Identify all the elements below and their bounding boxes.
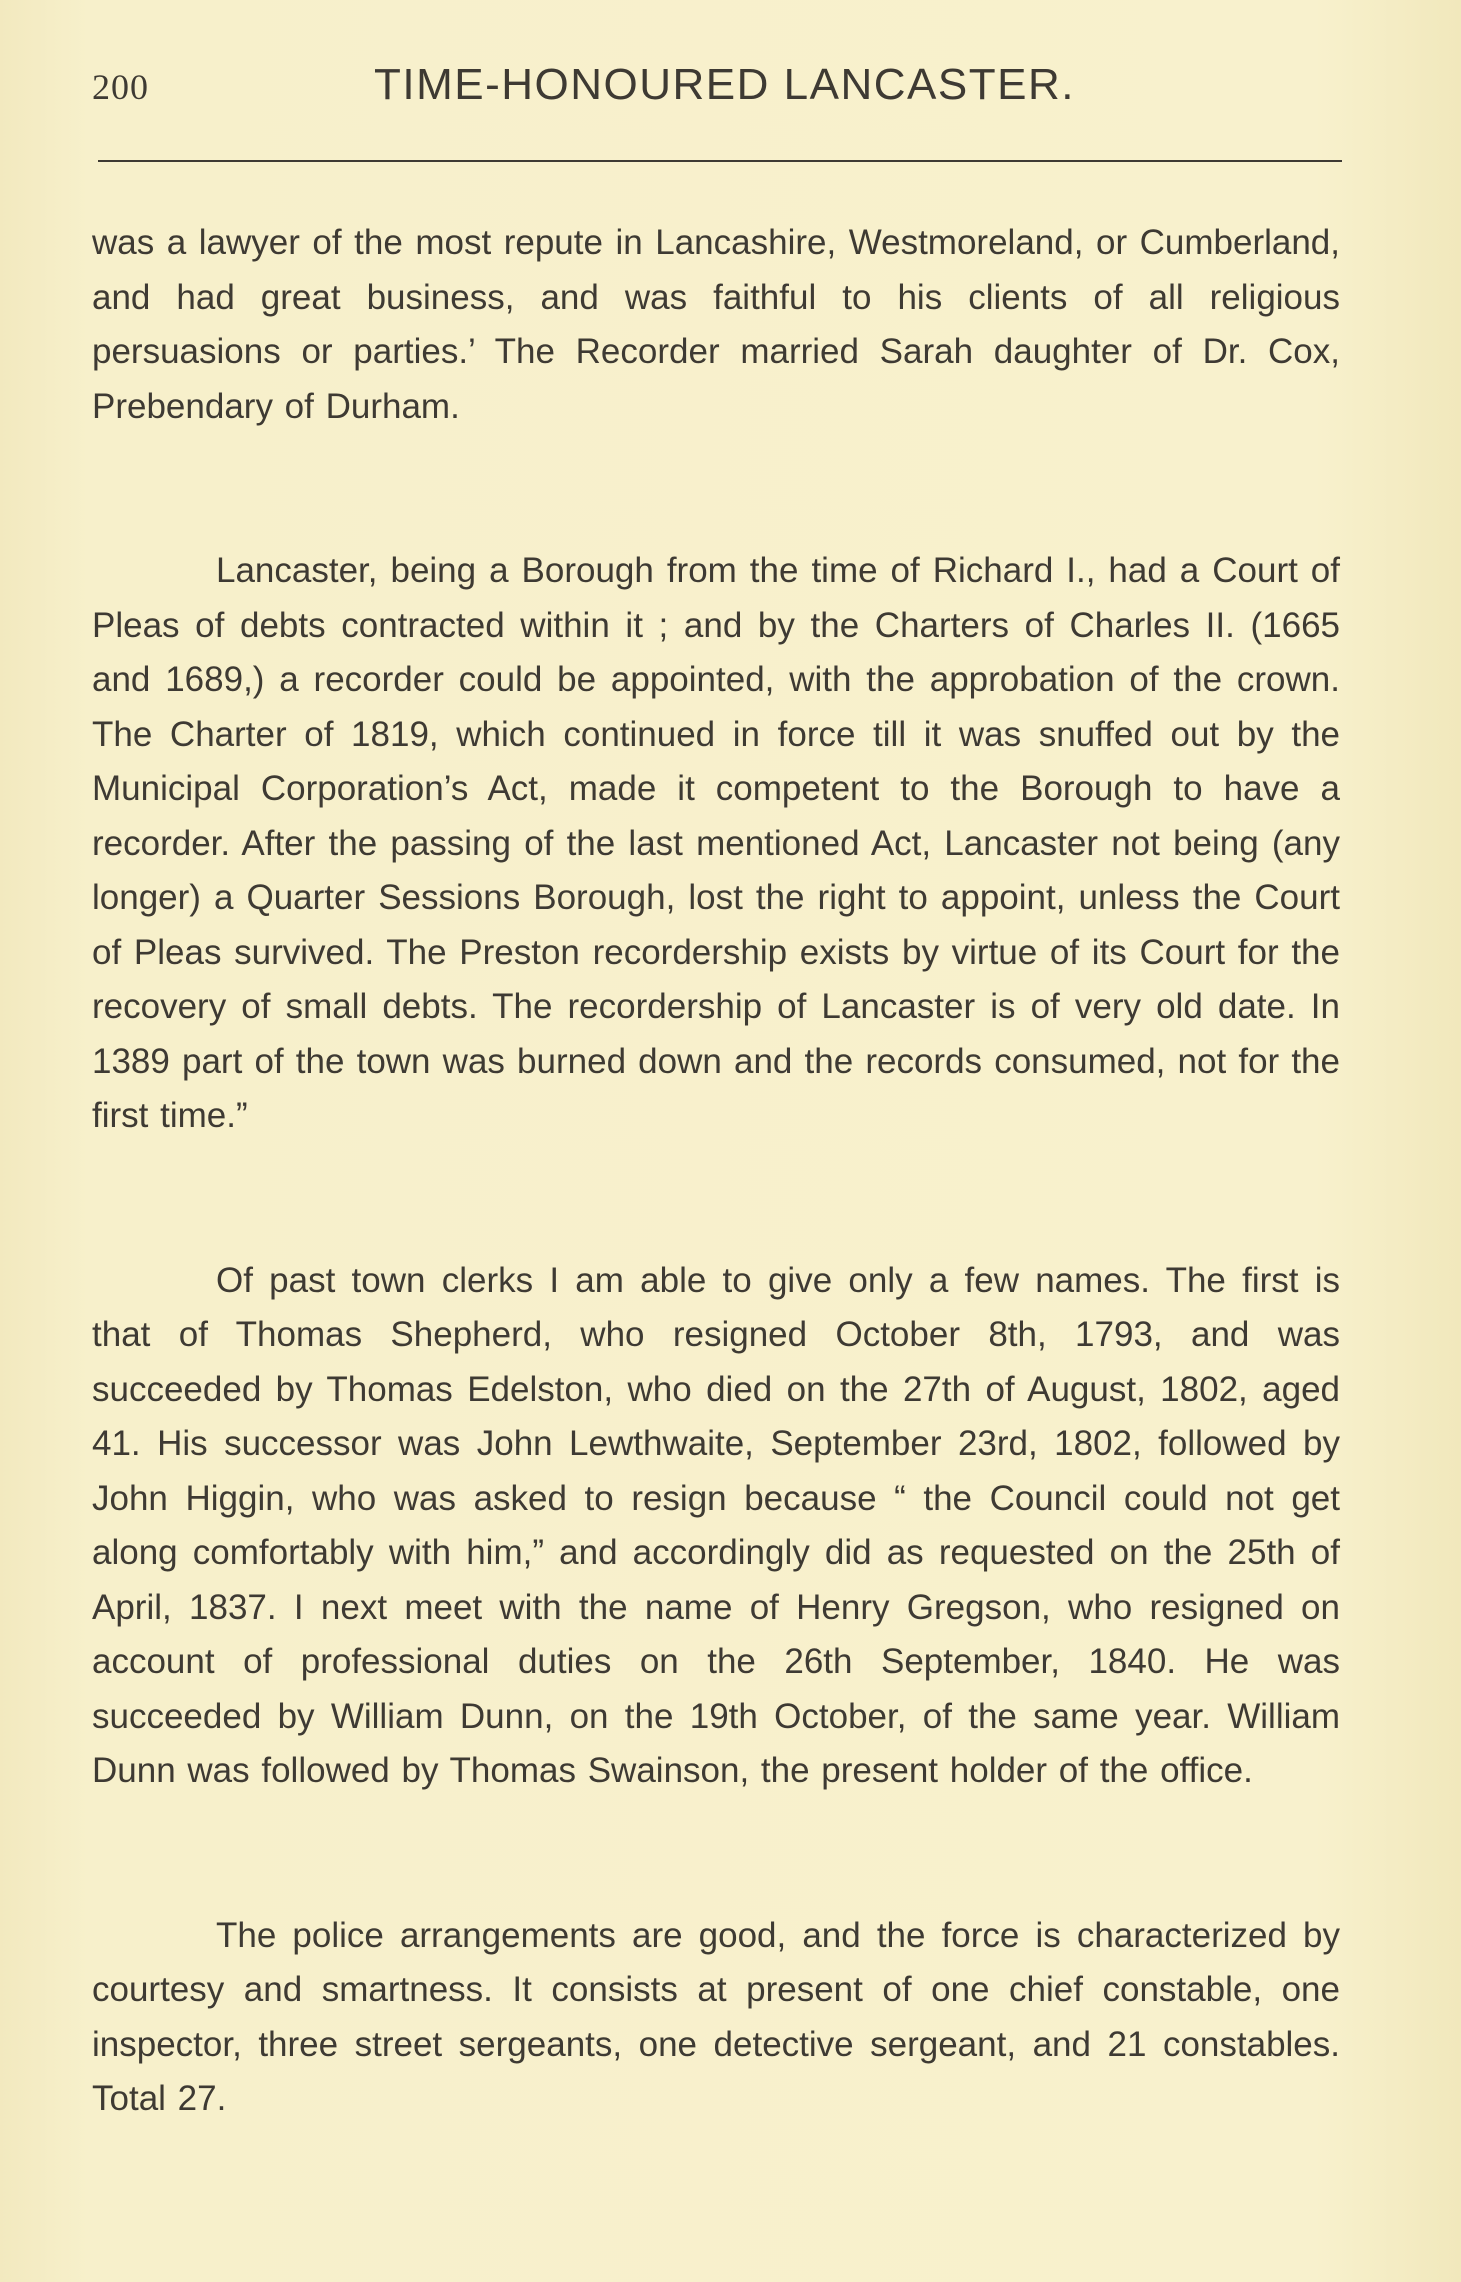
running-title: TIME-HONOURED LANCASTER.: [374, 60, 1075, 109]
paragraph-continuation: was a lawyer of the most repute in Lancashire, Westmoreland, or Cumberland, and had great business, and was faithful to his clients of all religious persuasions or parties.’ The Recorder married Sarah daughter of Dr. Cox, Prebendary of Durham.: [92, 223, 1340, 426]
paragraph-recordership: Lancaster, being a Borough from the time of Richard I., had a Court of Pleas of debts contracted within it ; and by the Charters of Charles II. (1665 and 1689,) a recorder could be appointed, with the approbation of the crown. The Charter of 1819, which continued in force till it was snuffed out by the Municipal Corporation’s Act, made it competent to the Borough to have a recorder. After the passing of the last mentioned Act, Lancaster not being (any longer) a Quarter Sessions Borough, lost the right to appoint, unless the Court of Pleas survived. The Preston recordership exists by virtue of its Court for the recovery of small debts. The recordership of Lancaster is of very old date. In 1389 part of the town was burned down and the records consumed, not for the first time.”: [92, 551, 1340, 1135]
header-rule: [98, 160, 1342, 162]
page-header: [92, 56, 1342, 116]
paragraph-town-clerks: Of past town clerks I am able to give only a few names. The first is that of Thomas Shepherd, who resigned October 8th, 1793, and was succeeded by Thomas Edelston, who died on the 27th of August, 1802, aged 41. His successor was John Lewthwaite, September 23rd, 1802, followed by John Higgin, who was asked to resign because “ the Council could not get along comfortably with him,” and accordingly did as requested on the 25th of April, 1837. I next meet with the name of Henry Gregson, who resigned on account of professional duties on the 26th September, 1840. He was succeeded by William Dunn, on the 19th October, of the same year. William Dunn was followed by Thomas Swainson, the present holder of the office.: [92, 1260, 1340, 1790]
body-text: [92, 216, 1340, 2127]
page-number: 200: [92, 67, 149, 107]
paragraph-police: The police arrangements are good, and the force is characterized by courtesy and smartness. It consists at present of one chief constable, one inspector, three street sergeants, one detective sergeant, and 21 constables. Total 27.: [92, 1915, 1340, 2118]
